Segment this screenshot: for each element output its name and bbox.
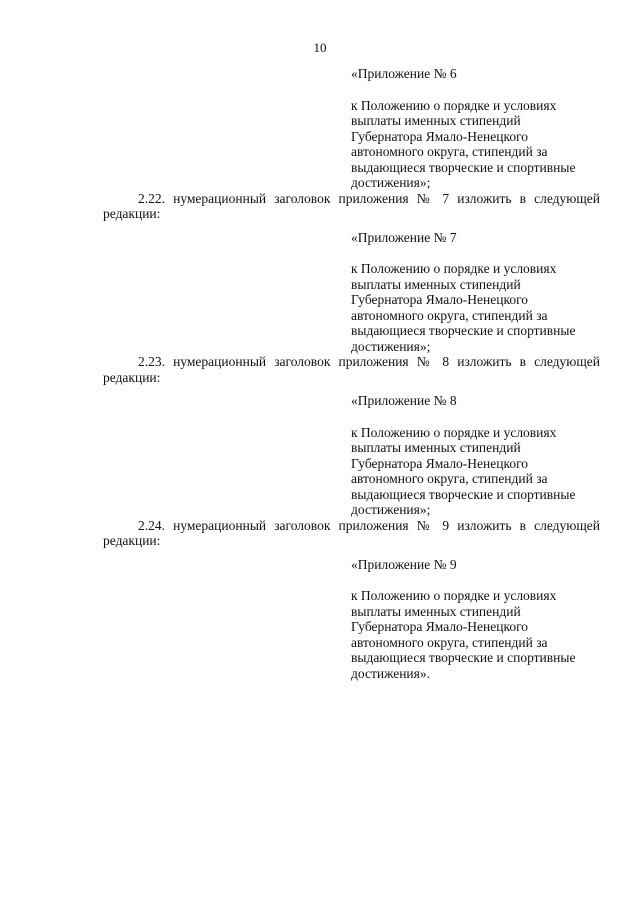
appendix-body [351,261,601,354]
appendix-title: «Приложение № 9 [351,556,457,572]
instruction-line: редакции: [103,533,161,548]
appendix-line: к Положению о порядке и условиях [351,261,557,276]
appendix-line: Губернатора Ямало-Ненецкого [351,455,529,471]
appendix-line: выплаты именных стипендий [351,113,521,128]
appendix-title: «Приложение № 8 [351,393,457,408]
instruction-line: 2.23. нумерационный заголовок приложения № 8 изложить в следующей [138,354,600,369]
appendix-line: к Положению о порядке и условиях [351,424,557,440]
appendix-body [351,425,601,518]
document-content [103,66,600,681]
appendix-block-6 [351,66,601,191]
appendix-line: выплаты именных стипендий [351,276,521,292]
appendix-line: к Положению о порядке и условиях [351,97,557,113]
appendix-line: автономного округа, стипендий за [351,144,548,159]
appendix-line: выдающиеся творческие и спортивные [351,650,576,665]
appendix-line: выплаты именных стипендий [351,603,521,619]
appendix-title: «Приложение № 7 [351,229,457,245]
appendix-title: «Приложение № 6 [351,66,457,81]
appendix-block-9 [351,557,601,682]
appendix-line: к Положению о порядке и условиях [351,588,557,603]
appendix-line: автономного округа, стипендий за [351,634,548,650]
appendix-line: достижения»; [351,502,431,517]
appendix-line: Губернатора Ямало-Ненецкого [351,128,529,144]
appendix-body [351,98,601,191]
appendix-line: достижения». [351,665,430,681]
appendix-block-7 [351,230,601,355]
instruction-2-23 [103,354,600,385]
instruction-line: редакции: [103,206,161,221]
appendix-line: достижения»; [351,175,431,190]
instruction-2-22 [103,191,600,222]
appendix-line: Губернатора Ямало-Ненецкого [351,292,529,307]
instruction-2-24 [103,518,600,549]
instruction-line: 2.22. нумерационный заголовок приложения № 7 изложить в следующей [138,190,600,206]
page-number: 10 [313,40,327,55]
appendix-line: достижения»; [351,338,431,354]
appendix-block-8 [351,393,601,518]
instruction-line: редакции: [103,369,161,385]
appendix-line: Губернатора Ямало-Ненецкого [351,619,529,634]
appendix-line: автономного округа, стипендий за [351,471,548,486]
appendix-line: автономного округа, стипендий за [351,307,548,323]
appendix-line: выплаты именных стипендий [351,440,521,455]
instruction-line: 2.24. нумерационный заголовок приложения № 9 изложить в следующей [138,517,600,533]
appendix-line: выдающиеся творческие и спортивные [351,159,576,175]
appendix-line: выдающиеся творческие и спортивные [351,323,576,338]
appendix-body [351,588,601,681]
appendix-line: выдающиеся творческие и спортивные [351,486,576,502]
